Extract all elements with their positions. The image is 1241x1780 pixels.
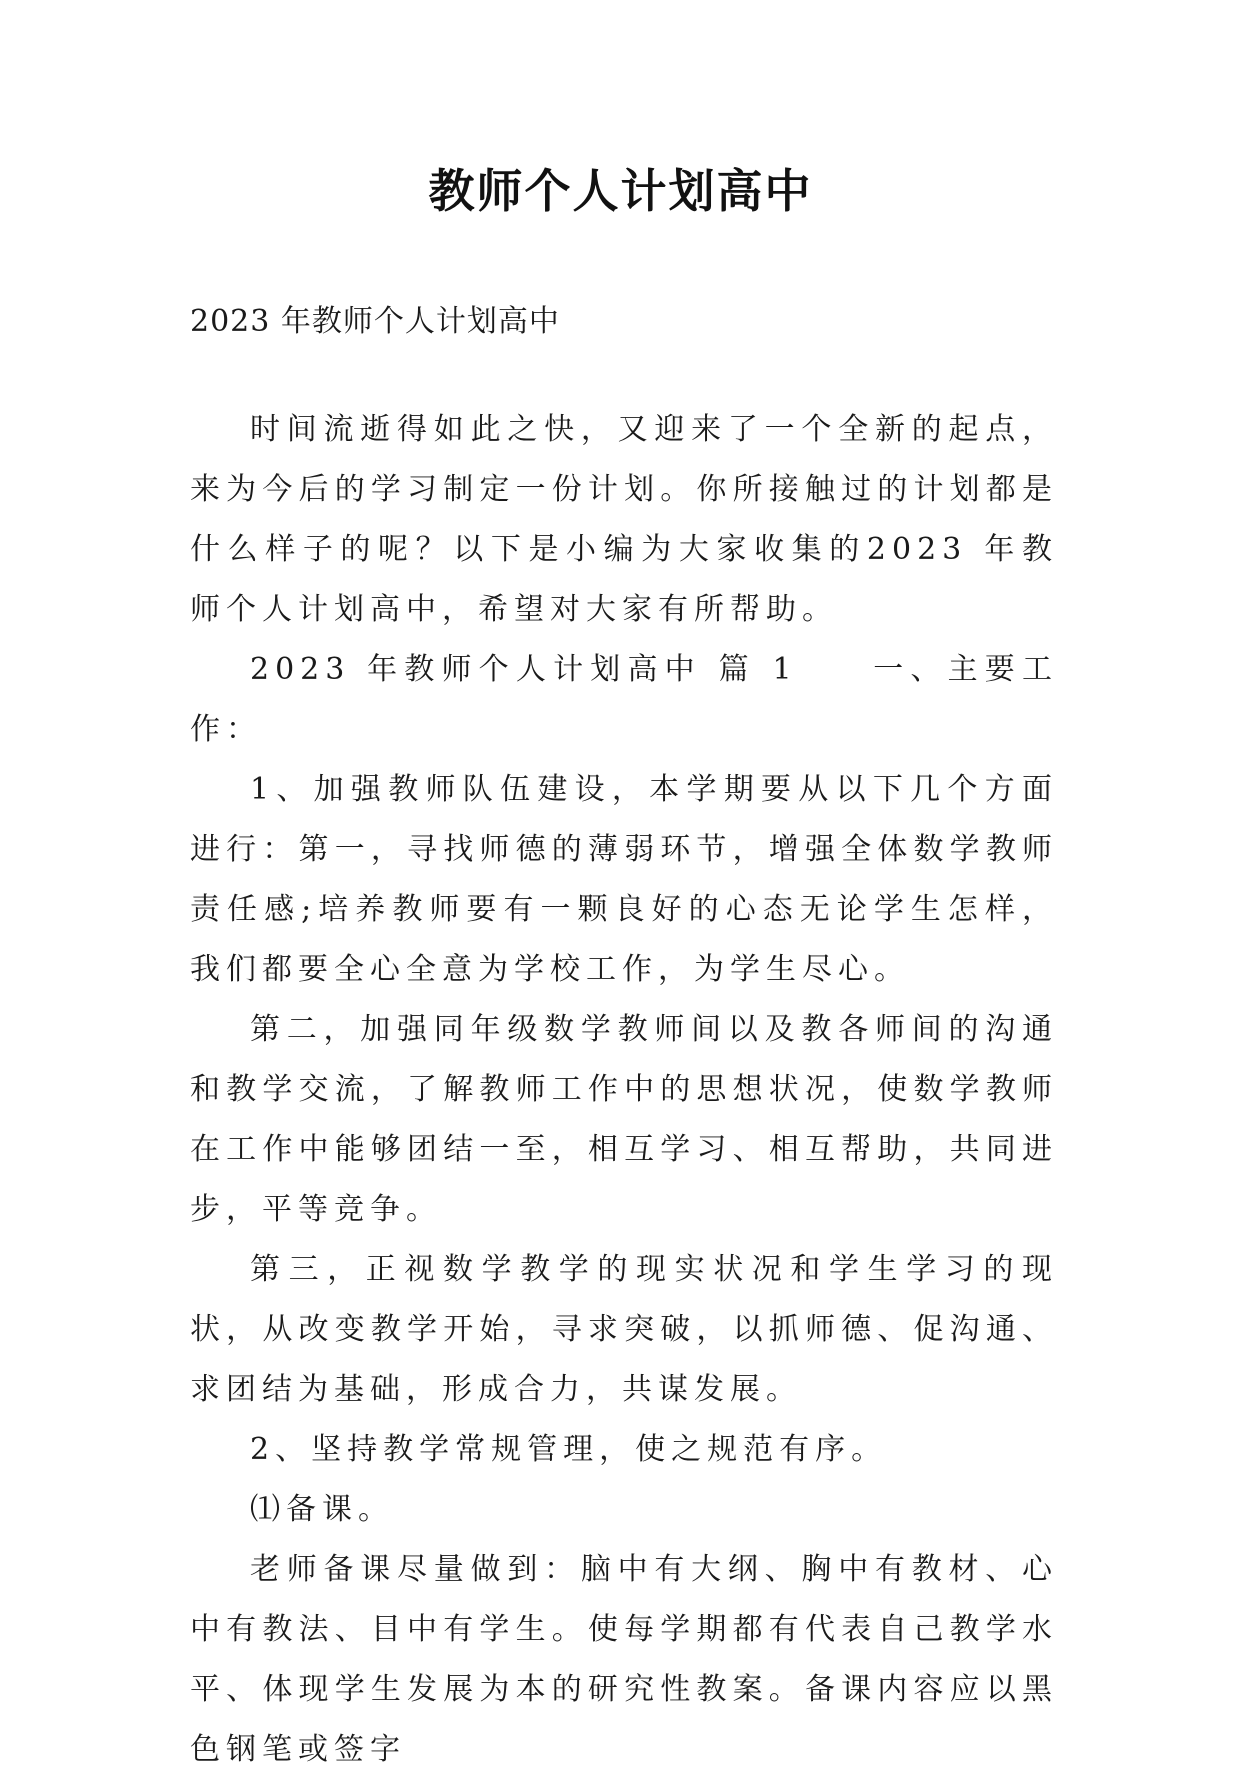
paragraph: 1、加强教师队伍建设，本学期要从以下几个方面进行：第一，寻找师德的薄弱环节，增强全体数学教师责任感;培养教师要有一颗良好的心态无论学生怎样，我们都要全心全意为学校工作，为学生尽心。 [190,772,1058,987]
paragraph: 老师备课尽量做到：脑中有大纲、胸中有教材、心中有教法、目中有学生。使每学期都有代表自己教学水平、体现学生发展为本的研究性教案。备课内容应以黑色钢笔或签字 [190,1552,1058,1767]
paragraph: 时间流逝得如此之快，又迎来了一个全新的起点，来为今后的学习制定一份计划。你所接触过的计划都是什么样子的呢？以下是小编为大家收集的2023 年教师个人计划高中，希望对大家有所帮助。 [190,412,1058,627]
paragraph: 2、坚持教学常规管理，使之规范有序。 [250,1432,888,1467]
document-body [190,400,1058,1780]
paragraph: 第二，加强同年级数学教师间以及教各师间的沟通和教学交流，了解教师工作中的思想状况，使数学教师在工作中能够团结一至，相互学习、相互帮助，共同进步，平等竞争。 [190,1012,1058,1227]
document-subtitle: 2023 年教师个人计划高中 [190,304,560,339]
paragraph: 第三，正视数学教学的现实状况和学生学习的现状，从改变教学开始，寻求突破，以抓师德、促沟通、求团结为基础，形成合力，共谋发展。 [190,1252,1058,1407]
document-title: 教师个人计划高中 [428,164,813,218]
paragraph: 2023 年教师个人计划高中 篇 1 一、主要工作： [190,652,1058,747]
paragraph: ⑴备课。 [250,1492,394,1527]
